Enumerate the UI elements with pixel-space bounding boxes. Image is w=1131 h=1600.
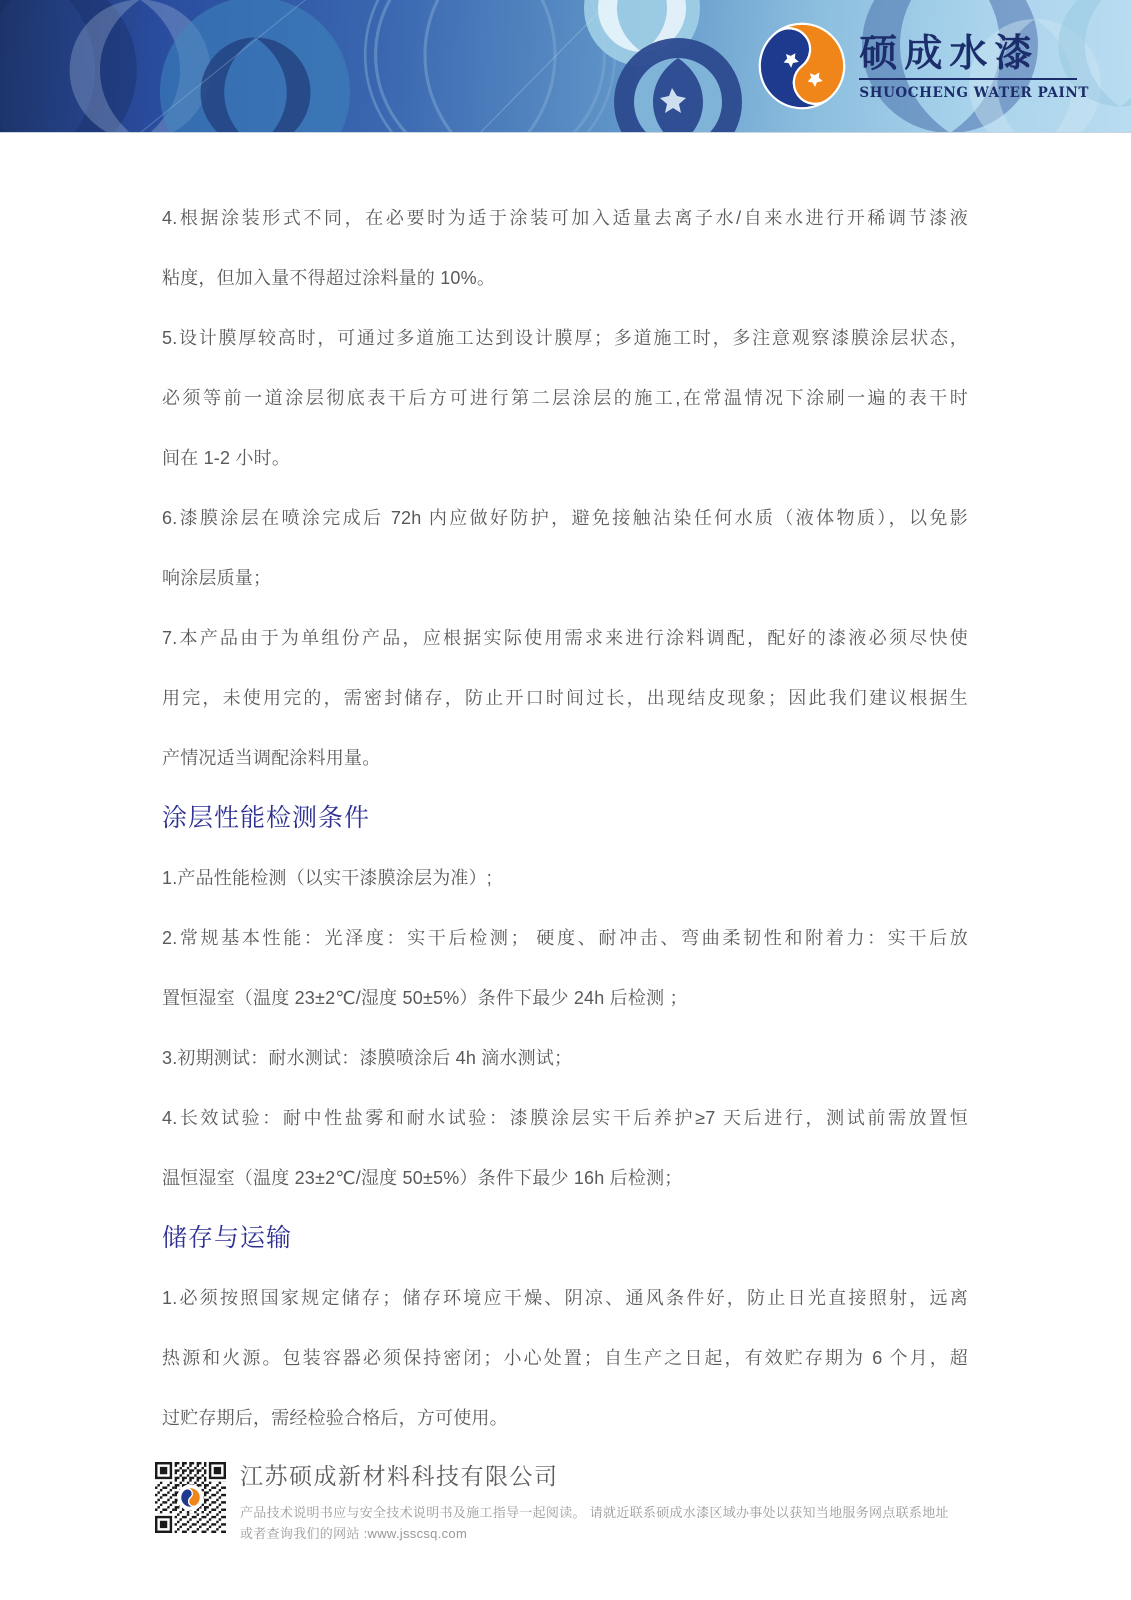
section-heading-coating-test: 涂层性能检测条件: [162, 804, 371, 832]
test-item-4-line-2: 温恒湿室（温度 23±2℃/湿度 50±5%）条件下最少 16h 后检测；: [162, 1168, 683, 1188]
brand-divider: [859, 78, 1077, 80]
company-logo: [758, 22, 1089, 110]
header-banner: [0, 0, 1131, 133]
company-name: 江苏硕成新材料科技有限公司: [240, 1463, 559, 1489]
paragraph-4-line-2: 粘度，但加入量不得超过涂料量的 10%。: [162, 268, 496, 288]
paragraph-4-line-1: 4.根据涂装形式不同，在必要时为适于涂装可加入适量去离子水/自来水进行开稀调节漆液: [162, 208, 968, 228]
paragraph-7-line-3: 产情况适当调配涂料用量。: [162, 748, 381, 768]
test-item-2-line-1: 2.常规基本性能：光泽度：实干后检测； 硬度、耐冲击、弯曲柔韧性和附着力：实干后放: [162, 928, 968, 948]
storage-item-1-line-1: 1.必须按照国家规定储存；储存环境应干燥、阴凉、通风条件好，防止日光直接照射，远离: [162, 1288, 968, 1308]
section-heading-storage: 储存与运输: [162, 1224, 293, 1252]
test-item-2-line-2: 置恒湿室（温度 23±2℃/湿度 50±5%）条件下最少 24h 后检测 ；: [162, 988, 688, 1008]
document-body: [0, 133, 1131, 1448]
footer-note-line-1: 产品技术说明书应与安全技术说明书及施工指导一起阅读。 请就近联系硕成水漆区域办事处以获知当地服务网点联系地址: [240, 1504, 949, 1520]
footer-note-line-2: 或者查询我们的网站 :www.jsscsq.com: [240, 1526, 468, 1542]
paragraph-7-line-2: 用完，未使用完的，需密封储存，防止开口时间过长，出现结皮现象；因此我们建议根据生: [162, 688, 968, 708]
test-item-1: 1.产品性能检测（以实干漆膜涂层为准）;: [162, 868, 493, 888]
test-item-4-line-1: 4.长效试验：耐中性盐雾和耐水试验：漆膜涂层实干后养护≥7 天后进行，测试前需放置恒: [162, 1108, 968, 1128]
storage-item-1-line-2: 热源和火源。包装容器必须保持密闭；小心处置；自生产之日起，有效贮存期为 6 个月，超: [162, 1348, 968, 1368]
brand-name-chinese: 硕成水漆: [859, 30, 1040, 76]
footer: [155, 1462, 949, 1545]
paragraph-5-line-3: 间在 1-2 小时。: [162, 448, 291, 468]
paragraph-6-line-2: 响涂层质量；: [162, 568, 272, 588]
paragraph-5-line-2: 必须等前一道涂层彻底表干后方可进行第二层涂层的施工,在常温情况下涂刷一遍的表干时: [162, 388, 968, 408]
paragraph-5-line-1: 5.设计膜厚较高时，可通过多道施工达到设计膜厚；多道施工时，多注意观察漆膜涂层状态，: [162, 328, 968, 348]
storage-item-1-line-3: 过贮存期后，需经检验合格后，方可使用。: [162, 1408, 508, 1428]
paragraph-7-line-1: 7.本产品由于为单组份产品，应根据实际使用需求来进行涂料调配，配好的漆液必须尽快使: [162, 628, 968, 648]
test-item-3: 3.初期测试：耐水测试：漆膜喷涂后 4h 滴水测试；: [162, 1048, 573, 1068]
qr-code: [155, 1462, 226, 1533]
brand-name-english: SHUOCHENG WATER PAINT: [859, 84, 1089, 101]
shuocheng-logo-icon: [758, 22, 846, 110]
paragraph-6-line-1: 6.漆膜涂层在喷涂完成后 72h 内应做好防护，避免接触沾染任何水质（液体物质），以免影: [162, 508, 968, 528]
